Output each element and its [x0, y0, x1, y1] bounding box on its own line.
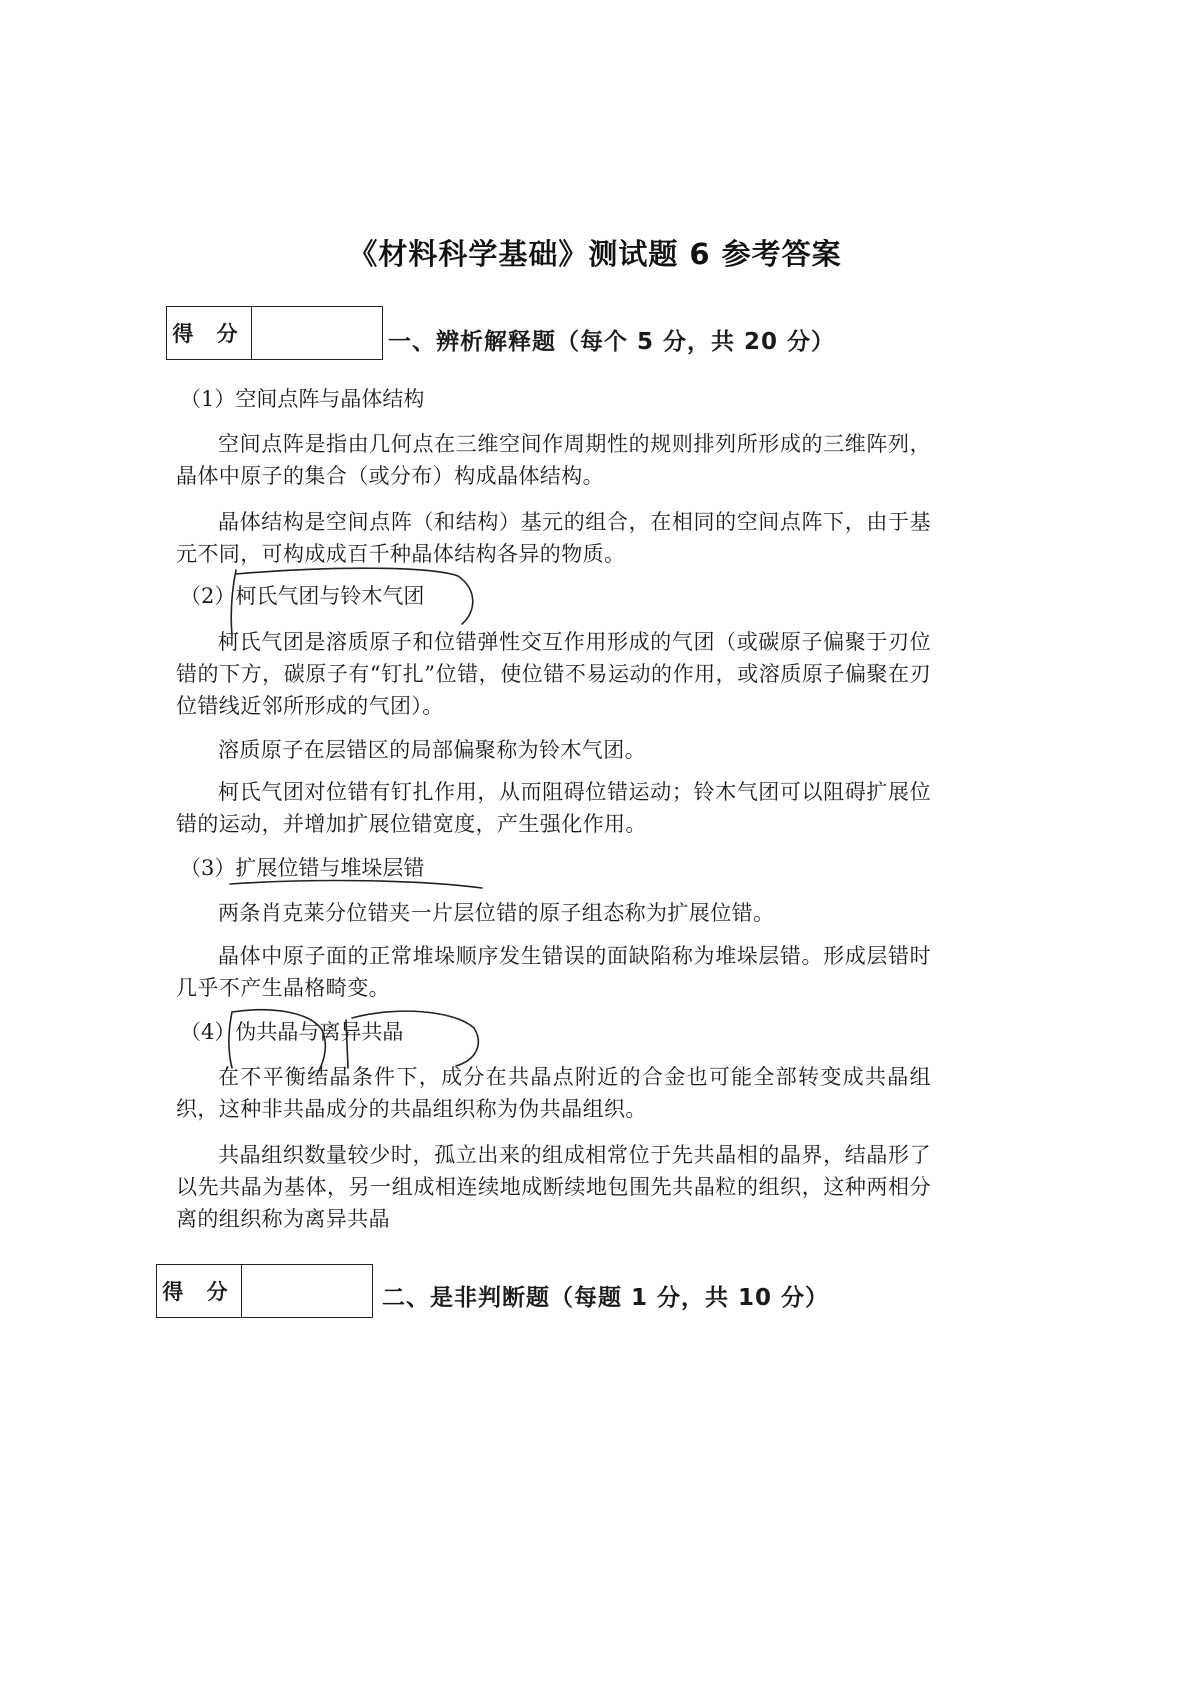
- question-heading-3: （3）扩展位错与堆垛层错: [180, 856, 425, 880]
- score-value-field[interactable]: [252, 307, 382, 359]
- answer-paragraph: 晶体结构是空间点阵（和结构）基元的组合，在相同的空间点阵下，由于基元不同，可构成成百千种晶体结构各异的物质。: [176, 510, 931, 566]
- answer-paragraph: 空间点阵是指由几何点在三维空间作周期性的规则排列所形成的三维阵列，晶体中原子的集合（或分布）构成晶体结构。: [176, 432, 931, 488]
- page-title: 《材料科学基础》测试题 6 参考答案: [348, 237, 842, 271]
- score-value-field[interactable]: [242, 1265, 372, 1317]
- answer-paragraph: 晶体中原子面的正常堆垛顺序发生错误的面缺陷称为堆垛层错。形成层错时几乎不产生晶格畸变。: [176, 944, 931, 1000]
- score-label: 得 分: [157, 1265, 242, 1317]
- question-heading-1: （1）空间点阵与晶体结构: [180, 387, 425, 411]
- question-heading-4: （4）伪共晶与离异共晶: [180, 1020, 404, 1044]
- answer-paragraph: 溶质原子在层错区的局部偏聚称为铃木气团。: [218, 738, 646, 762]
- section-heading-1: 一、辨析解释题（每个 5 分，共 20 分）: [388, 329, 836, 355]
- answer-paragraph: 两条肖克莱分位错夹一片层位错的原子组态称为扩展位错。: [218, 901, 775, 925]
- section-heading-2: 二、是非判断题（每题 1 分，共 10 分）: [382, 1285, 830, 1311]
- answer-paragraph: 在不平衡结晶条件下，成分在共晶点附近的合金也可能全部转变成共晶组织，这种非共晶成分的共晶组织称为伪共晶组织。: [176, 1065, 931, 1121]
- score-box-section-1: [166, 306, 383, 360]
- score-box-section-2: [156, 1264, 373, 1318]
- answer-paragraph: 柯氏气团是溶质原子和位错弹性交互作用形成的气团（或碳原子偏聚于刃位错的下方，碳原子有“钉扎”位错，使位错不易运动的作用，或溶质原子偏聚在刃位错线近邻所形成的气团）。: [176, 630, 931, 718]
- answer-paragraph: 共晶组织数量较少时，孤立出来的组成相常位于先共晶相的晶界，结晶形了以先共晶为基体，另一组成相连续地成断续地包围先共晶粒的组织，这种两相分离的组织称为离异共晶: [176, 1143, 931, 1231]
- answer-paragraph: 柯氏气团对位错有钉扎作用，从而阻碍位错运动；铃木气团可以阻碍扩展位错的运动，并增加扩展位错宽度，产生强化作用。: [176, 780, 931, 836]
- question-heading-2: （2）柯氏气团与铃木气团: [180, 584, 425, 608]
- score-label: 得 分: [167, 307, 252, 359]
